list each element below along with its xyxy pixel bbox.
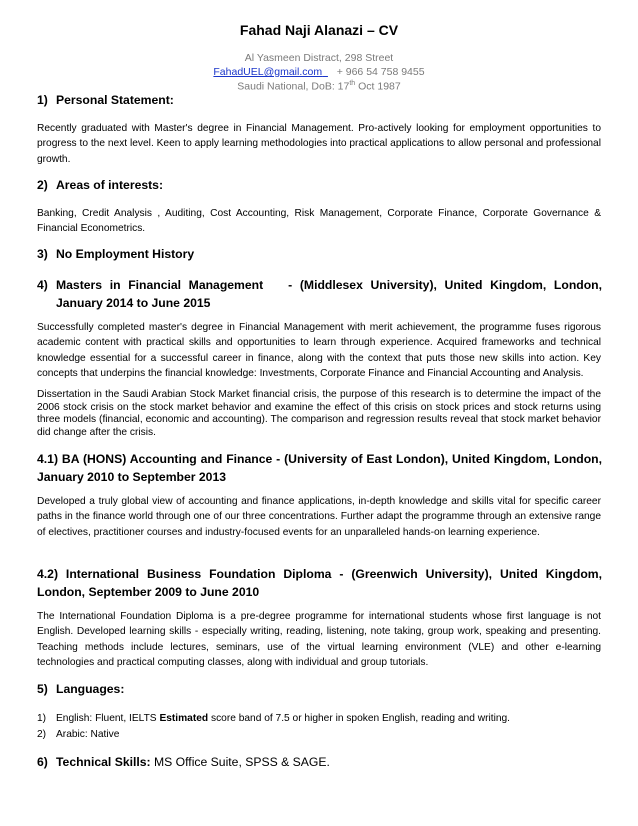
- heading-text: 4.1) BA (HONS) Accounting and Finance - (University of East London), United Kingdom, London, January 2010 to September 2013: [37, 452, 602, 484]
- phone: + 966 54 758 9455: [336, 66, 425, 78]
- language-arabic: Arabic: Native: [56, 728, 120, 740]
- heading-text: Personal Statement:: [56, 93, 174, 107]
- foundation-description: The International Foundation Diploma is a pre-degree programme for international students whose first language is not English. Developed learning skills - especially writing, reading, listening, note taking, group work, speaking and presenting. Teaching methods include lectures, seminars, use of the virtual learning environment (VLE) and other e-learning technologies and practical computing classes, along with individual and group tutorials.: [37, 611, 601, 668]
- estimated-label: Estimated: [159, 713, 209, 724]
- heading-text: Languages:: [56, 682, 125, 696]
- areas-of-interest-text: Banking, Credit Analysis , Auditing, Cost Accounting, Risk Management, Corporate Finance, Corporate Governance & Financial Econometrics.: [37, 208, 601, 235]
- technical-skills-list: MS Office Suite, SPSS & SAGE.: [150, 755, 330, 769]
- heading-number: 3): [37, 247, 48, 261]
- heading-text: [37, 753, 602, 771]
- list-item: [37, 727, 601, 743]
- languages-list: [37, 711, 601, 742]
- list-item: [37, 711, 601, 727]
- ba-description: Developed a truly global view of accounting and finance applications, in-depth knowledge and skills vital for specific career paths in the finance world through one of our three concentrations. Further adapt the programme through an extensive range of electives, practitioner courses and industry-focused events for an unparalleled hands-on learning experience.: [37, 496, 601, 538]
- dob-rest: Oct 1987: [355, 80, 401, 93]
- heading-text: [37, 276, 602, 312]
- email-link[interactable]: FahadUEL@gmail.com: [213, 66, 323, 78]
- contact-line: [0, 66, 638, 78]
- heading-foundation-diploma: [37, 565, 602, 601]
- heading-number: 4): [37, 278, 48, 292]
- dissertation-description: Dissertation in the Saudi Arabian Stock Market financial crisis, the purpose of this research is to determine the impact of the 2006 stock crisis on the stock market behavior and examine the effect of this crisis on stock prices and stock returns using three models (financial, economic and accounting). The comparison and regression results reveal that stock market behavior did change after the crisis.: [37, 389, 601, 438]
- masters-description: Successfully completed master's degree in Financial Management with merit achievement, the programme fuses rigorous academic content with practical skills and opportunities to learn through experience. Acquired frameworks and technical knowledge essential for a successful career in finance, along with the context that puts those new skills into action. Key concepts that underpins the financial knowledge: Investments, Corporate Finance and Financial Accounting and Analysis.: [37, 322, 601, 379]
- masters-institution: - (Middlesex University), United Kingdom, London, January 2014 to June 2015: [56, 278, 602, 310]
- personal-statement-text: Recently graduated with Master's degree in Financial Management. Pro-actively looking for employment opportunities to progress to the next level. Keen to apply learning methodologies into practical applications to allow personal and professional growth.: [37, 123, 601, 165]
- dob-sup: th: [349, 80, 356, 87]
- heading-employment: [37, 245, 602, 263]
- language-english: English: Fluent, IELTS: [56, 713, 160, 724]
- heading-number: 5): [37, 682, 48, 696]
- heading-technical-skills: [37, 753, 602, 771]
- address: Al Yasmeen Distract, 298 Street: [244, 52, 394, 64]
- ielts-detail: score band of 7.5 or higher in spoken English, reading and writing.: [208, 713, 510, 724]
- list-number: 2): [37, 728, 47, 740]
- heading-text: Areas of interests:: [56, 178, 164, 192]
- cv-title: Fahad Naji Alanazi – CV: [239, 22, 399, 38]
- heading-number: 2): [37, 178, 48, 192]
- heading-ba-hons: [37, 450, 602, 486]
- nationality: Saudi National, DoB: 17: [237, 80, 350, 93]
- heading-areas-of-interest: [37, 176, 602, 194]
- masters-degree: Masters in Financial Management: [56, 278, 264, 292]
- technical-skills-label: Technical Skills:: [56, 755, 151, 769]
- heading-languages: [37, 680, 602, 698]
- heading-masters: [37, 276, 602, 312]
- heading-text: 4.2) International Business Foundation Diploma - (Greenwich University), United Kingdom, London, September 2009 to June 2010: [37, 567, 602, 599]
- heading-number: 6): [37, 755, 48, 769]
- heading-text: No Employment History: [56, 247, 195, 261]
- heading-personal-statement: [37, 91, 602, 109]
- list-number: 1): [37, 713, 47, 724]
- heading-number: 1): [37, 93, 48, 107]
